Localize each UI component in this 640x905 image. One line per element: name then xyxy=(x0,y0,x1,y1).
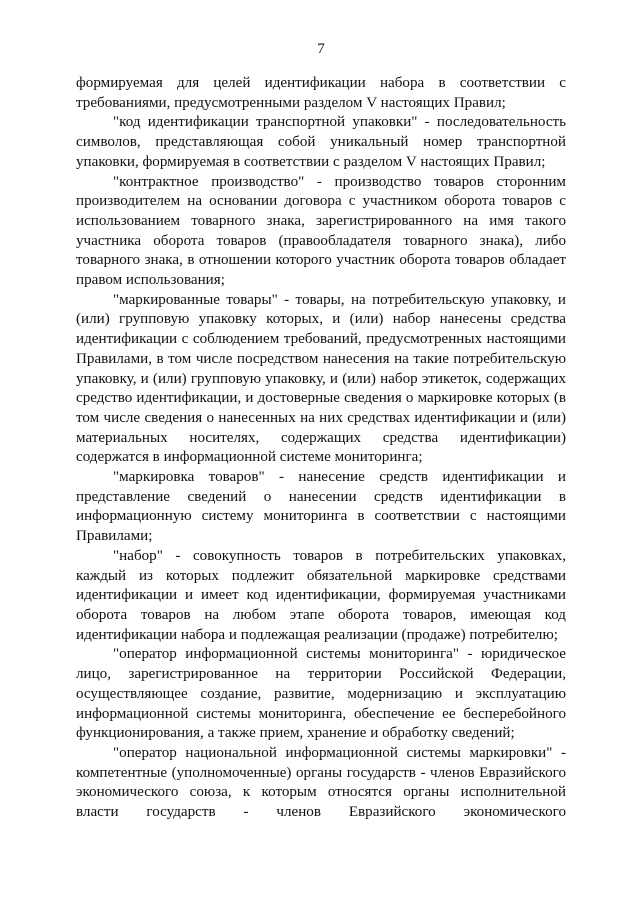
paragraph-transport-package-code: "код идентификации транспортной упаковки" - последовательность символов, представляющая собой уникальный номер транспортной упаковки, формируемая в соответствии с разделом V настоящих Правил; xyxy=(76,114,566,170)
paragraph-continuation: формируемая для целей идентификации набора в соответствии с требованиями, предусмотренными разделом V настоящих Правил; xyxy=(76,75,566,111)
paragraph-marked-goods: "маркированные товары" - товары, на потребительскую упаковку, и (или) групповую упаковку которых, и (или) набор нанесены средства идентификации с соблюдением требований, предусмотренных настоящими Правилами, в том числе посредством нанесения на такие потребительскую упаковку, и (или) групповую упаковку, и (или) набор этикеток, содержащих средство идентификации, и достоверные сведения о маркировке которых (в том числе сведения о нанесенных на них средствах идентификации и (или) материальных носителях, содержащих средства идентификации) содержатся в информационной системе мониторинга; xyxy=(76,291,566,466)
page-number: 7 xyxy=(317,41,325,57)
paragraph-national-marking-system-operator: "оператор национальной информационной системы маркировки" - компетентные (уполномоченные) органы государств - членов Евразийского экономического союза, к которым относятся органы исполнительной власти государств - членов Евразийского экономического xyxy=(76,744,566,821)
paragraph-goods-marking: "маркировка товаров" - нанесение средств идентификации и представление сведений о нанесении средств идентификации в информационную систему мониторинга в соответствии с настоящими Правилами; xyxy=(76,469,566,545)
paragraph-monitoring-system-operator: "оператор информационной системы мониторинга" - юридическое лицо, зарегистрированное на территории Российской Федерации, осуществляющее создание, развитие, модернизацию и эксплуатацию информационной системы мониторинга, обеспечение ее бесперебойного функционирования, а также прием, хранение и обработку сведений; xyxy=(76,646,566,742)
paragraph-set: "набор" - совокупность товаров в потребительских упаковках, каждый из которых подлежит обязательной маркировке средствами идентификации и имеет код идентификации, формируемая участниками оборота товаров на любом этапе оборота товаров, имеющая код идентификации набора и подлежащая реализации (продаже) потребителю; xyxy=(76,547,566,643)
paragraph-contract-production: "контрактное производство" - производство товаров сторонним производителем на основании договора с участником оборота товаров с использованием товарного знака, зарегистрированного на имя такого участника оборота товаров (правообладателя товарного знака), либо товарного знака, в отношении которого участник оборота товаров обладает правом использования; xyxy=(76,173,566,289)
